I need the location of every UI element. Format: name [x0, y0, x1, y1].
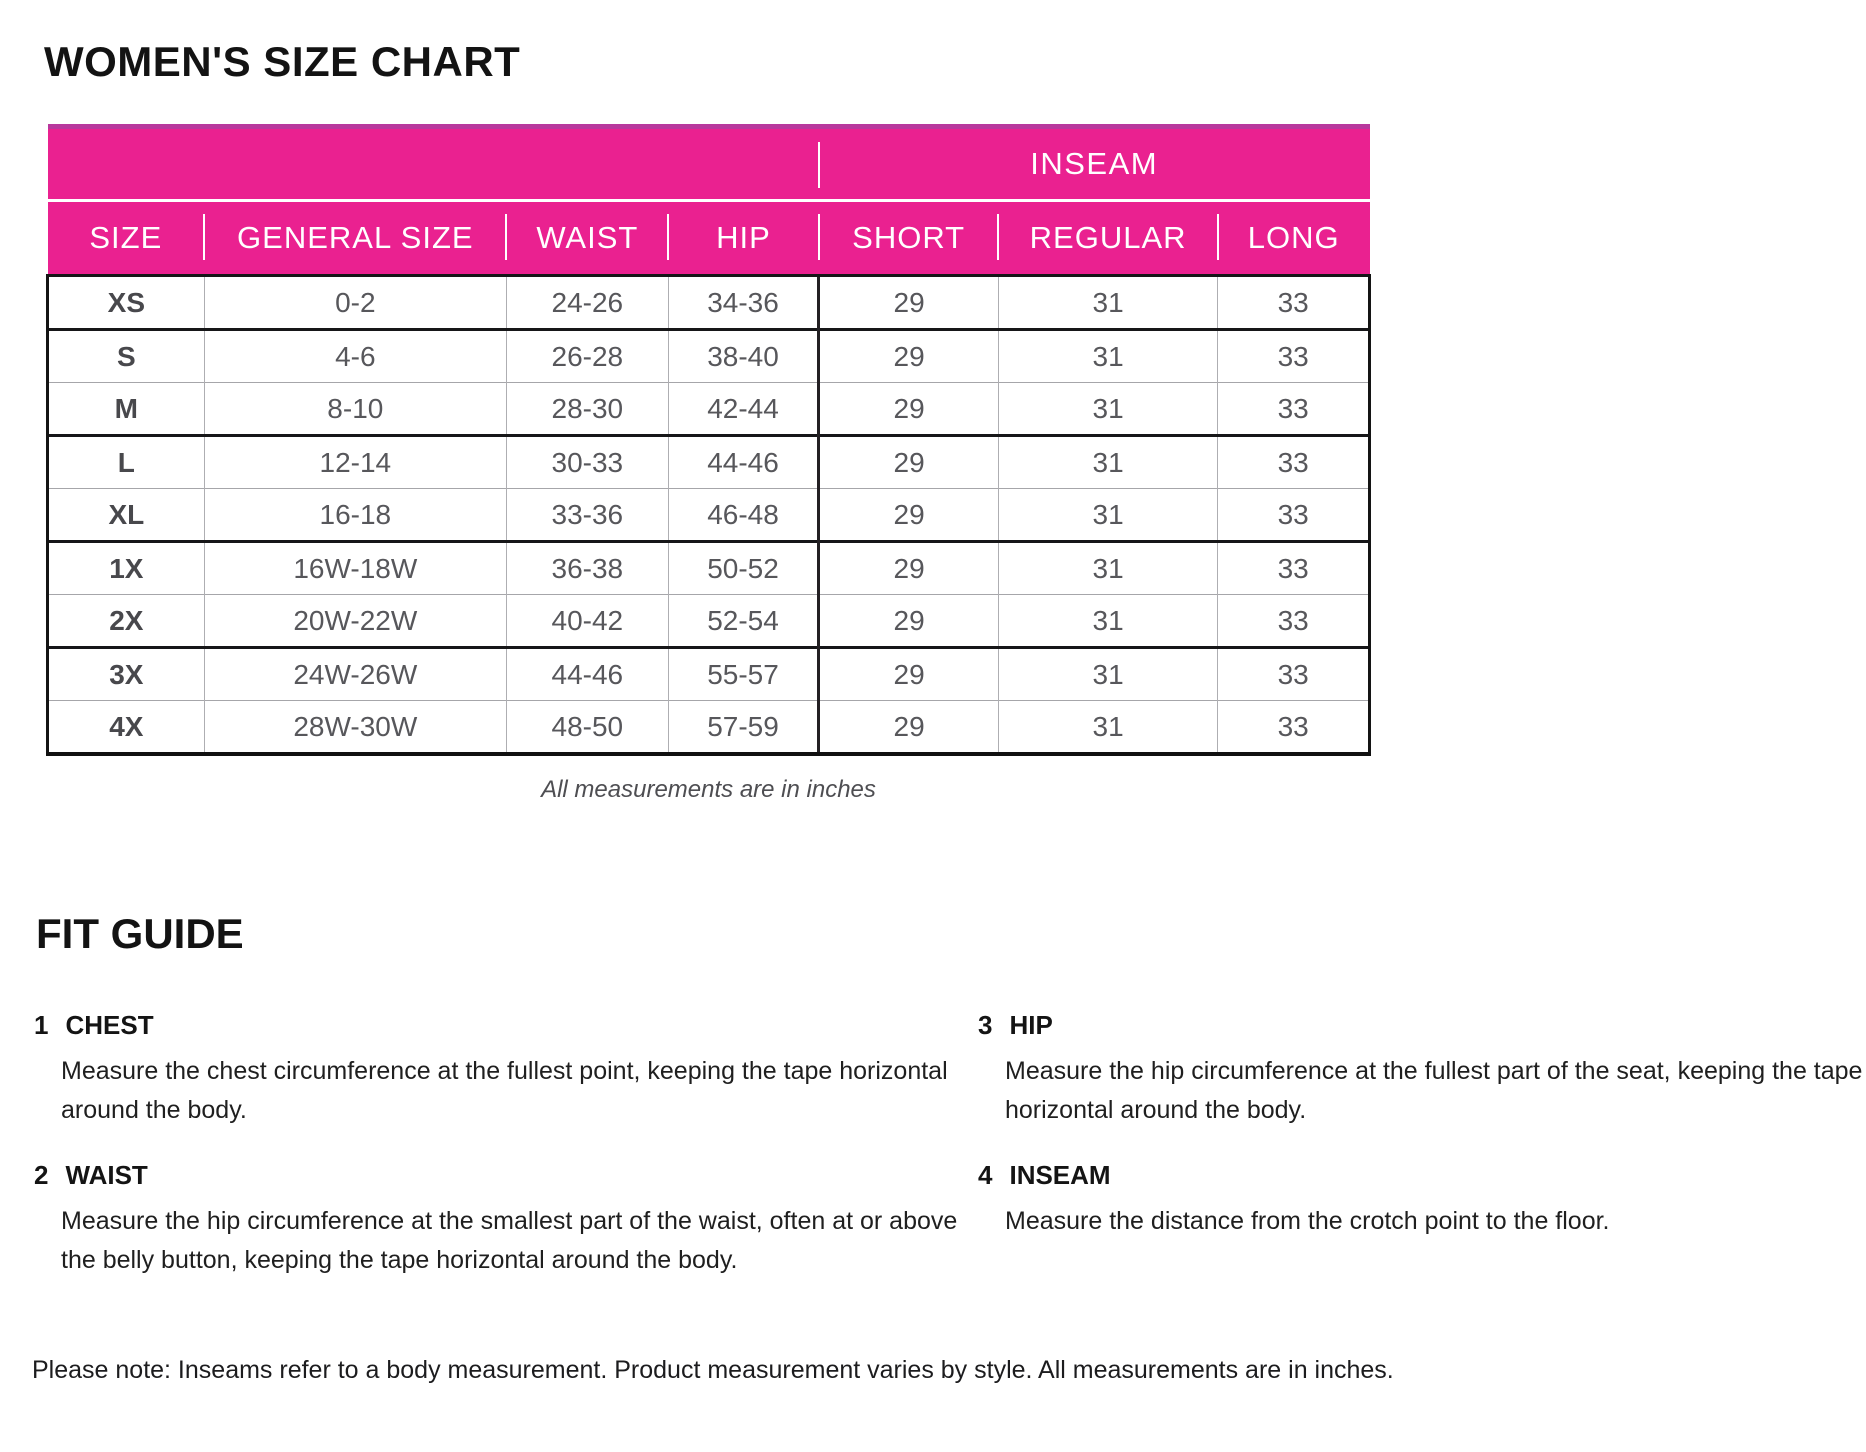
page-title: WOMEN'S SIZE CHART: [44, 38, 521, 85]
fit-guide-item-hip: [978, 1010, 1866, 1130]
table-cell: 4-6: [204, 330, 506, 383]
table-row: [48, 489, 1370, 542]
fit-guide-items: [34, 1010, 1866, 1280]
table-cell: 12-14: [204, 436, 506, 489]
table-row: [48, 383, 1370, 436]
table-cell: 33: [1218, 330, 1370, 383]
table-cell: 46-48: [668, 489, 819, 542]
table-row: [48, 595, 1370, 648]
table-cell: 31: [998, 276, 1217, 330]
size-label-cell: XL: [48, 489, 205, 542]
table-cell: 16W-18W: [204, 542, 506, 595]
table-cell: 29: [819, 542, 999, 595]
column-header-regular: REGULAR: [998, 201, 1217, 276]
fit-guide-item-waist: [34, 1160, 978, 1280]
table-cell: 57-59: [668, 701, 819, 755]
item-name: CHEST: [65, 1010, 154, 1040]
table-row: [48, 542, 1370, 595]
table-row: [48, 701, 1370, 755]
table-cell: 24-26: [506, 276, 668, 330]
table-cell: 29: [819, 595, 999, 648]
item-description: Measure the hip circumference at the smallest part of the waist, often at or above the belly button, keeping the tape horizontal around the body.: [61, 1207, 958, 1274]
item-heading: [978, 1010, 1866, 1041]
table-cell: 33: [1218, 436, 1370, 489]
table-cell: 20W-22W: [204, 595, 506, 648]
table-cell: 29: [819, 383, 999, 436]
table-header-spacer: [48, 127, 819, 201]
table-cell: 42-44: [668, 383, 819, 436]
table-caption: All measurements are in inches: [541, 776, 876, 803]
table-cell: 36-38: [506, 542, 668, 595]
table-cell: 30-33: [506, 436, 668, 489]
item-number: 2: [34, 1160, 49, 1190]
column-header-hip: HIP: [668, 201, 819, 276]
item-heading: [978, 1160, 1866, 1191]
item-name: HIP: [1009, 1010, 1053, 1040]
table-cell: 29: [819, 489, 999, 542]
table-row: [48, 648, 1370, 701]
table-cell: 31: [998, 595, 1217, 648]
table-row: [48, 436, 1370, 489]
table-cell: 50-52: [668, 542, 819, 595]
table-cell: 44-46: [668, 436, 819, 489]
table-cell: 33: [1218, 276, 1370, 330]
table-cell: 31: [998, 436, 1217, 489]
table-cell: 44-46: [506, 648, 668, 701]
column-header-size: SIZE: [48, 201, 205, 276]
table-cell: 26-28: [506, 330, 668, 383]
item-number: 1: [34, 1010, 49, 1040]
item-number: 3: [978, 1010, 993, 1040]
table-cell: 31: [998, 701, 1217, 755]
table-cell: 29: [819, 701, 999, 755]
size-label-cell: 2X: [48, 595, 205, 648]
item-description: Measure the distance from the crotch point to the floor.: [1005, 1207, 1610, 1235]
item-heading: [34, 1160, 978, 1191]
fit-guide-item-chest: [34, 1010, 978, 1130]
table-cell: 31: [998, 383, 1217, 436]
inseam-group-header: INSEAM: [819, 127, 1370, 201]
table-cell: 52-54: [668, 595, 819, 648]
fit-guide-item-inseam: [978, 1160, 1866, 1280]
column-header-general-size: GENERAL SIZE: [204, 201, 506, 276]
table-cell: 33: [1218, 595, 1370, 648]
fit-guide-title: FIT GUIDE: [36, 910, 244, 957]
table-cell: 33: [1218, 648, 1370, 701]
table-cell: 29: [819, 276, 999, 330]
size-chart-table: [46, 124, 1371, 756]
item-description: Measure the hip circumference at the fullest part of the seat, keeping the tape horizontal around the body.: [1005, 1057, 1863, 1124]
column-header-waist: WAIST: [506, 201, 668, 276]
table-cell: 33-36: [506, 489, 668, 542]
table-cell: 29: [819, 648, 999, 701]
size-label-cell: 3X: [48, 648, 205, 701]
table-cell: 16-18: [204, 489, 506, 542]
table-cell: 34-36: [668, 276, 819, 330]
table-cell: 33: [1218, 489, 1370, 542]
item-description: Measure the chest circumference at the fullest point, keeping the tape horizontal around the body.: [61, 1057, 948, 1124]
table-cell: 0-2: [204, 276, 506, 330]
table-cell: 31: [998, 330, 1217, 383]
table-row: [48, 330, 1370, 383]
item-number: 4: [978, 1160, 993, 1190]
item-heading: [34, 1010, 978, 1041]
table-cell: 31: [998, 648, 1217, 701]
column-header-long: LONG: [1218, 201, 1370, 276]
size-label-cell: 4X: [48, 701, 205, 755]
size-chart-section: [46, 124, 1371, 804]
table-cell: 33: [1218, 542, 1370, 595]
size-label-cell: M: [48, 383, 205, 436]
footnote: Please note: Inseams refer to a body measurement. Product measurement varies by style. All measurements are in inches.: [32, 1356, 1394, 1384]
table-cell: 24W-26W: [204, 648, 506, 701]
size-label-cell: XS: [48, 276, 205, 330]
table-cell: 55-57: [668, 648, 819, 701]
table-cell: 29: [819, 330, 999, 383]
table-cell: 38-40: [668, 330, 819, 383]
column-header-row: [48, 201, 1370, 276]
table-cell: 31: [998, 542, 1217, 595]
table-cell: 33: [1218, 701, 1370, 755]
item-name: WAIST: [65, 1160, 148, 1190]
size-label-cell: 1X: [48, 542, 205, 595]
item-name: INSEAM: [1009, 1160, 1111, 1190]
table-cell: 8-10: [204, 383, 506, 436]
column-header-short: SHORT: [819, 201, 999, 276]
table-cell: 31: [998, 489, 1217, 542]
inseam-group-row: [48, 127, 1370, 201]
table-cell: 33: [1218, 383, 1370, 436]
table-cell: 28W-30W: [204, 701, 506, 755]
size-label-cell: L: [48, 436, 205, 489]
table-cell: 29: [819, 436, 999, 489]
table-cell: 28-30: [506, 383, 668, 436]
table-cell: 48-50: [506, 701, 668, 755]
size-label-cell: S: [48, 330, 205, 383]
table-cell: 40-42: [506, 595, 668, 648]
table-row: [48, 276, 1370, 330]
